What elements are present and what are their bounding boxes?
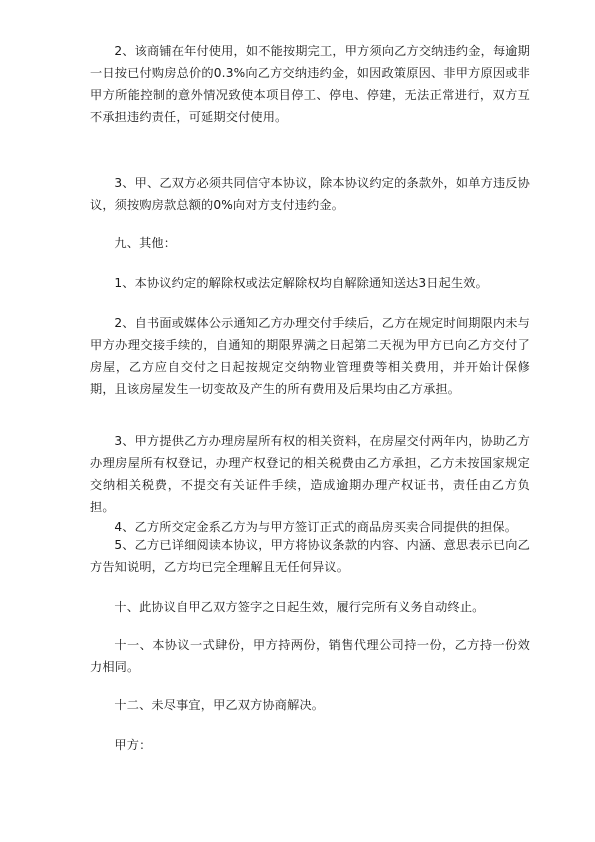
clause-3-breach-penalty: 3、甲、乙双方必须共同信守本协议，除本协议约定的条款外，如单方违反协议，须按购房款总额的0%向对方支付违约金。 <box>90 176 530 212</box>
clause-2-late-delivery: 2、该商铺在年付使用，如不能按期完工，甲方须向乙方交纳违约金，每逾期一日按已付购房总价的0.3%向乙方交纳违约金，如因政策原因、非甲方原因或非甲方所能控制的意外情况致使本项目停工、停电、停建，无法正常进行，双方互不承担违约责任，可延期交付使用。 <box>90 44 530 124</box>
section-10-effective: 十、此协议自甲乙双方签字之日起生效，履行完所有义务自动终止。 <box>114 600 485 614</box>
clause-9-4-deposit: 4、乙方所交定金系乙方为与甲方签订正式的商品房买卖合同提供的担保。 <box>114 520 518 534</box>
clause-9-2-handover: 2、自书面或媒体公示通知乙方办理交付手续后，乙方在规定时间期限内未与甲方办理交接手续的，自通知的期限界满之日起第二天视为甲方已向乙方交付了房屋，乙方应自交付之日起按规定交纳物业管理费等相关费用，并开始计保修期，且该房屋发生一切变故及产生的所有费用及后果均由乙方承担。 <box>90 316 530 396</box>
section-12-unresolved: 十二、未尽事宜，甲乙双方协商解决。 <box>114 698 325 712</box>
clause-9-1-termination: 1、本协议约定的解除权或法定解除权均自解除通知送达3日起生效。 <box>114 276 488 290</box>
clause-9-5-acknowledgement: 5、乙方已详细阅读本协议，甲方将协议条款的内容、内涵、意思表示已向乙方告知说明，乙方均已完全理解且无任何异议。 <box>90 538 530 574</box>
party-a-signature-label: 甲方： <box>114 738 152 752</box>
section-11-copies: 十一、本协议一式肆份，甲方持两份，销售代理公司持一份，乙方持一份效力相同。 <box>90 638 530 674</box>
section-9-heading: 九、其他： <box>114 236 177 250</box>
clause-9-3-ownership: 3、甲方提供乙方办理房屋所有权的相关资料，在房屋交付两年内，协助乙方办理房屋所有权登记，办理产权登记的相关税费由乙方承担，乙方未按国家规定交纳相关税费，不提交有关证件手续，造成逾期办理产权证书，责任由乙方负担。 <box>90 434 530 514</box>
